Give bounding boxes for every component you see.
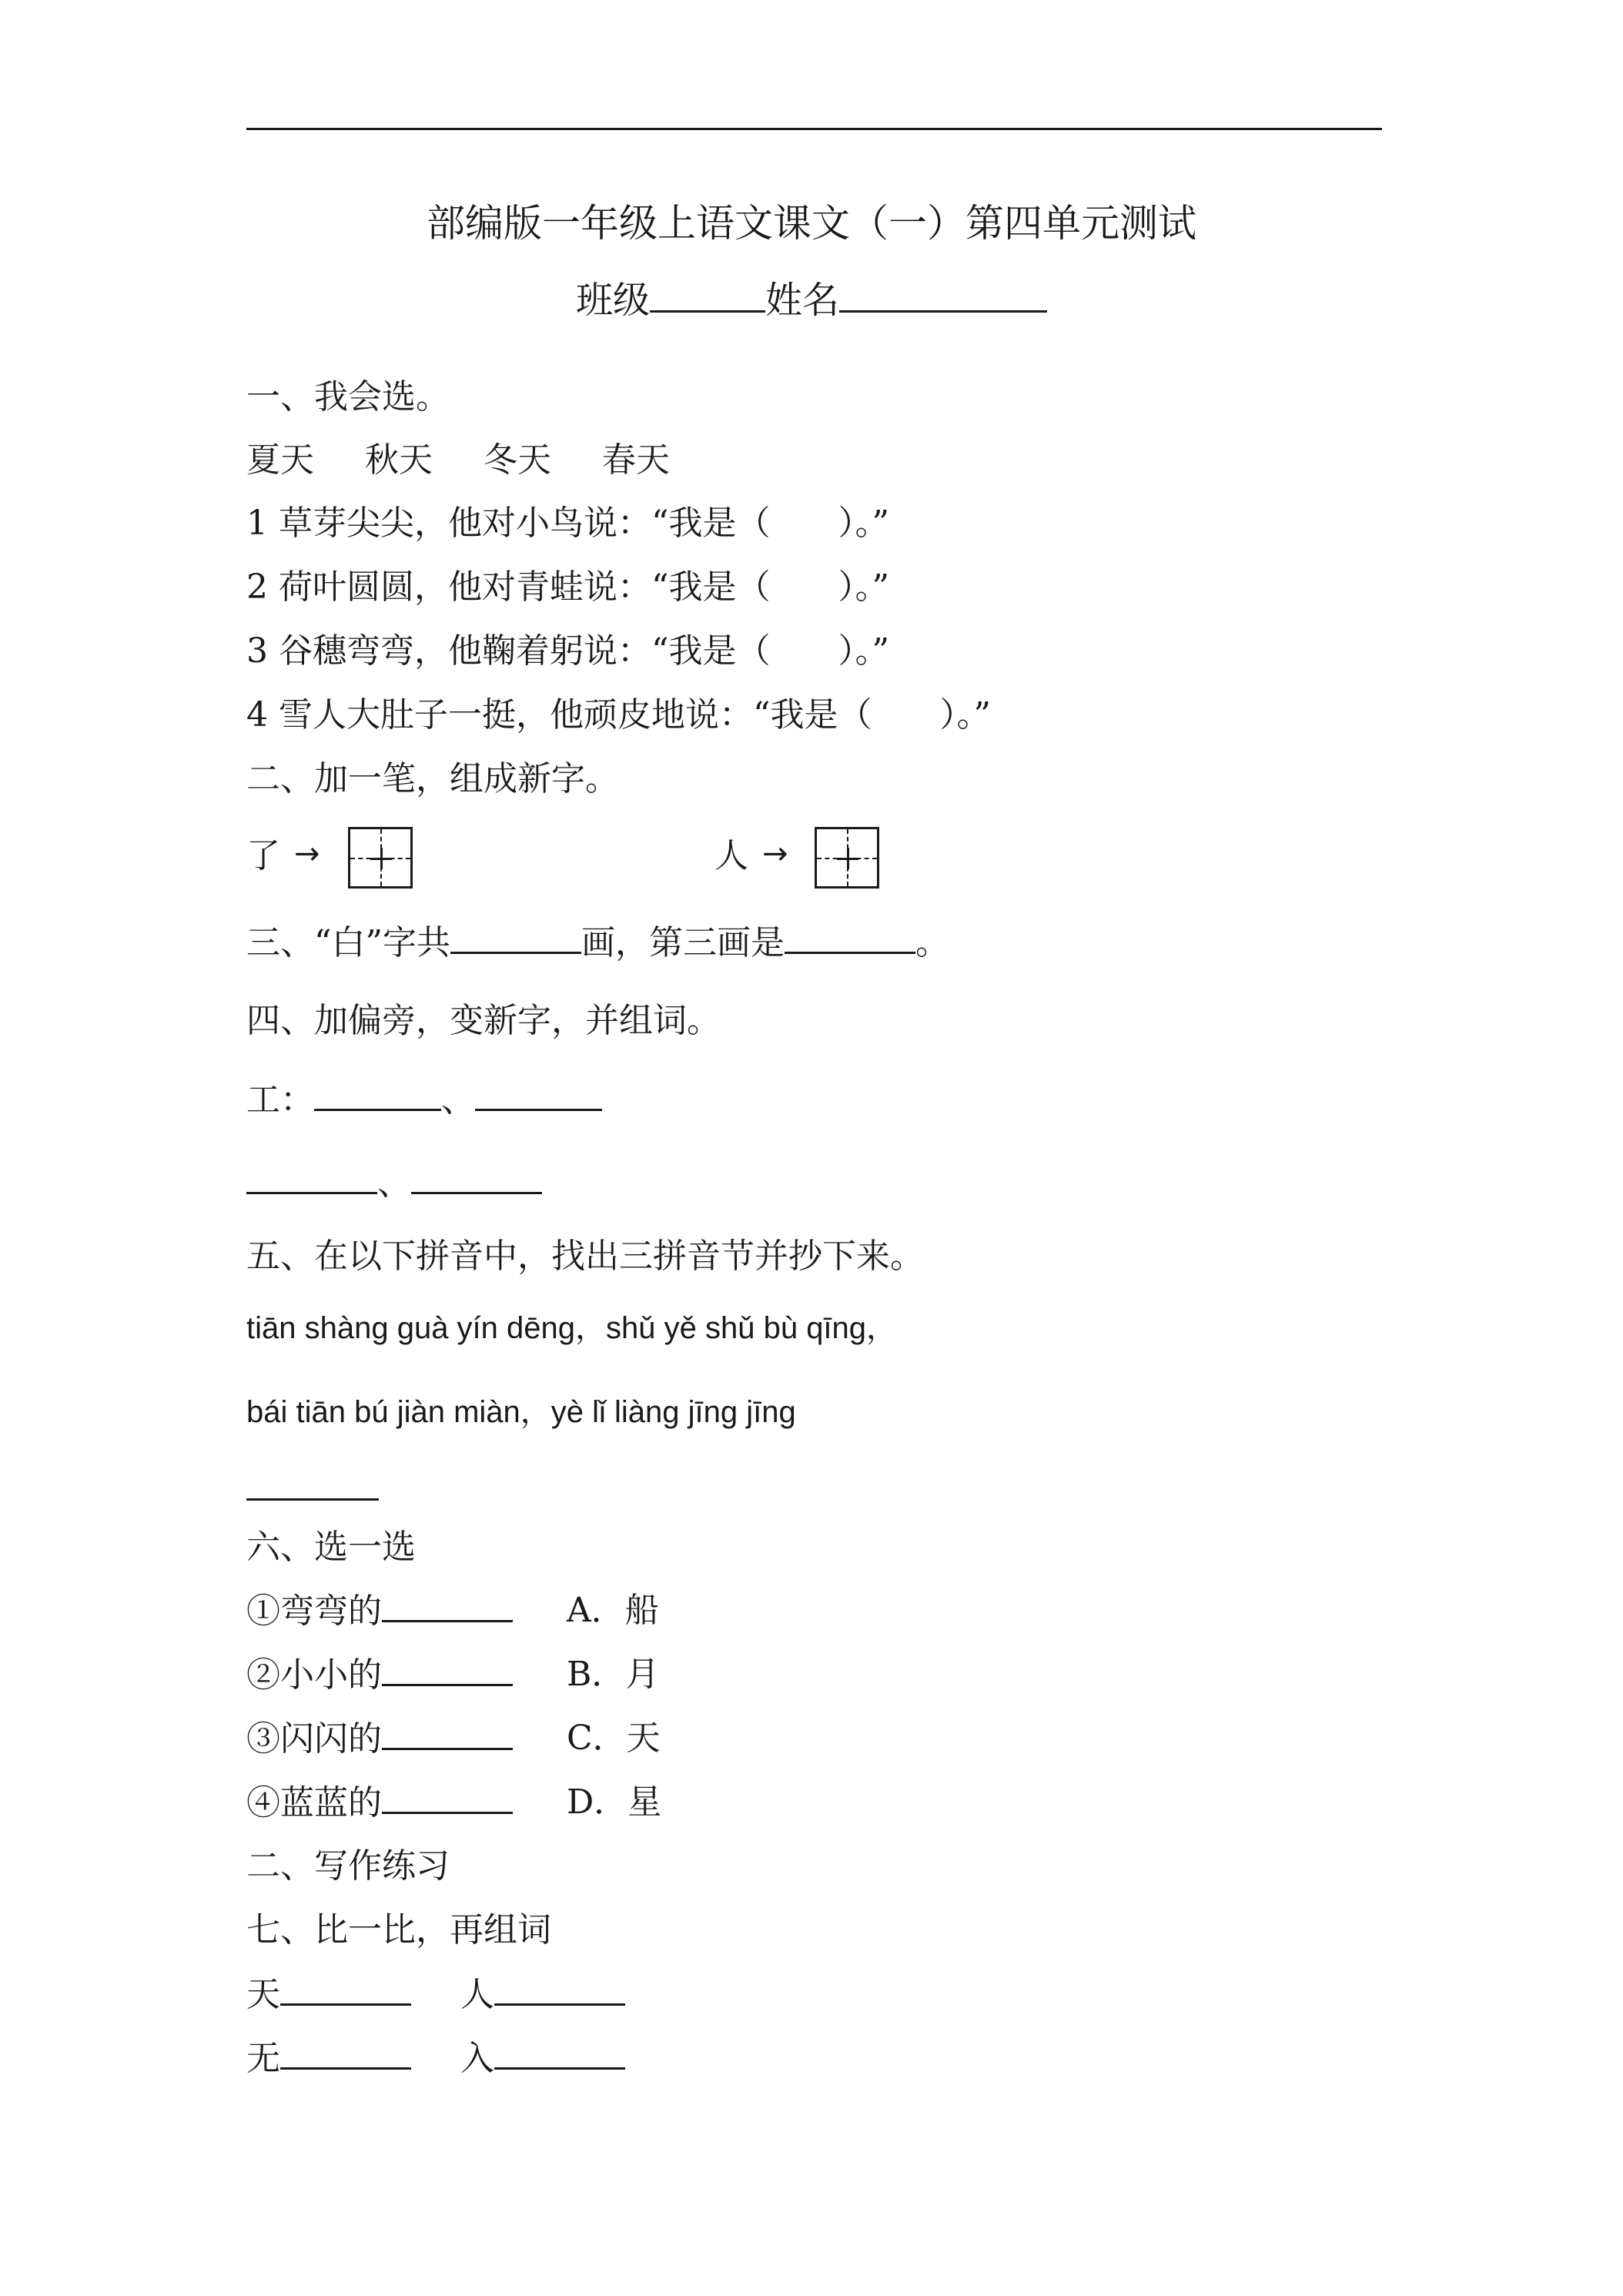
option-spring: 春天 (602, 440, 670, 480)
compare-char: 天 (246, 1975, 280, 2014)
separator: 、 (377, 1163, 411, 1203)
compare-row-2-right (460, 2037, 625, 2080)
option-autumn: 秋天 (365, 440, 433, 480)
section-5-heading: 五、在以下拼音中，找出三拼音节并抄下来。 (246, 1237, 924, 1276)
class-blank[interactable] (650, 279, 765, 313)
name-label: 姓名 (765, 279, 840, 322)
section-4-row-1 (246, 1078, 602, 1122)
compare-row-1-left (246, 1973, 411, 2017)
match-left-3 (246, 1717, 513, 1761)
answer-blank[interactable] (475, 1078, 602, 1111)
answer-blank[interactable] (494, 2037, 625, 2070)
char-1: 了 (246, 836, 280, 875)
question-1-1: 1 草芽尖尖，他对小鸟说：“我是（ ）。” (246, 504, 889, 543)
compare-char: 入 (460, 2039, 494, 2078)
answer-blank[interactable] (246, 1468, 379, 1501)
answer-blank[interactable] (411, 1161, 542, 1194)
separator: 、 (441, 1080, 475, 1120)
arrow-icon: → (294, 836, 320, 872)
section-5-answer (246, 1468, 379, 1504)
season-options (246, 439, 670, 482)
section-4-prefix: 工： (246, 1080, 314, 1120)
writing-grid-box[interactable] (815, 827, 879, 889)
answer-blank[interactable] (382, 1589, 513, 1622)
stroke-count-blank[interactable] (450, 921, 581, 954)
section-3-label: 三、“白”字共 (246, 923, 450, 962)
match-left-1 (246, 1589, 513, 1633)
match-left-4 (246, 1781, 513, 1825)
answer-blank[interactable] (280, 1973, 411, 2006)
compare-row-2-left (246, 2037, 411, 2080)
writing-heading: 二、写作练习 (246, 1846, 450, 1886)
student-info (0, 276, 1623, 325)
match-left-label: ④蓝蓝的 (246, 1783, 382, 1822)
third-stroke-blank[interactable] (785, 921, 915, 954)
section-3-end: 。 (915, 923, 949, 962)
class-label: 班级 (575, 279, 650, 322)
answer-blank[interactable] (280, 2037, 411, 2070)
compare-char: 人 (460, 1975, 494, 2014)
option-summer: 夏天 (246, 440, 314, 480)
pinyin-line-1: tiān shàng guà yín dēng，shǔ yě shǔ bù qīng， (246, 1311, 898, 1345)
section-4-row-2 (246, 1161, 542, 1205)
writing-grid-box[interactable] (348, 827, 413, 889)
header-rule (246, 128, 1382, 130)
pinyin-line-2: bái tiān bú jiàn miàn，yè lǐ liàng jīng jīng (246, 1395, 796, 1429)
answer-blank[interactable] (382, 1781, 513, 1814)
answer-blank[interactable] (246, 1161, 377, 1194)
question-1-4: 4 雪人大肚子一挺，他顽皮地说：“我是（ ）。” (246, 695, 991, 735)
match-left-2 (246, 1653, 513, 1697)
arrow-icon: → (762, 836, 788, 872)
question-1-3: 3 谷穗弯弯，他鞠着躬说：“我是（ ）。” (246, 631, 889, 671)
match-right-3: C．天 (567, 1719, 661, 1758)
answer-blank[interactable] (382, 1653, 513, 1686)
match-right-2: B．月 (567, 1655, 660, 1694)
answer-blank[interactable] (382, 1717, 513, 1750)
compare-char: 无 (246, 2039, 280, 2078)
match-left-label: ③闪闪的 (246, 1719, 382, 1759)
answer-blank[interactable] (494, 1973, 625, 2006)
section-2-heading: 二、加一笔，组成新字。 (246, 759, 619, 798)
cross-icon (370, 848, 392, 869)
section-1-heading: 一、我会选。 (246, 377, 450, 417)
match-left-label: ①弯弯的 (246, 1591, 382, 1631)
option-winter: 冬天 (484, 440, 551, 480)
section-7-heading: 七、比一比，再组词 (246, 1910, 551, 1950)
cross-icon (837, 848, 858, 869)
compare-row-1-right (460, 1973, 625, 2017)
match-left-label: ②小小的 (246, 1655, 382, 1695)
match-right-4: D．星 (567, 1782, 662, 1822)
page-title: 部编版一年级上语文课文（一）第四单元测试 (427, 201, 1196, 246)
section-6-heading: 六、选一选 (246, 1528, 416, 1567)
char-2: 人 (714, 836, 748, 875)
match-right-1: A．船 (567, 1591, 659, 1630)
name-blank[interactable] (839, 279, 1047, 313)
question-1-2: 2 荷叶圆圆，他对青蛙说：“我是（ ）。” (246, 567, 889, 607)
answer-blank[interactable] (314, 1078, 441, 1111)
section-3-mid: 画，第三画是 (581, 923, 785, 962)
section-4-heading: 四、加偏旁，变新字，并组词。 (246, 1001, 721, 1040)
section-3-question (246, 921, 949, 965)
